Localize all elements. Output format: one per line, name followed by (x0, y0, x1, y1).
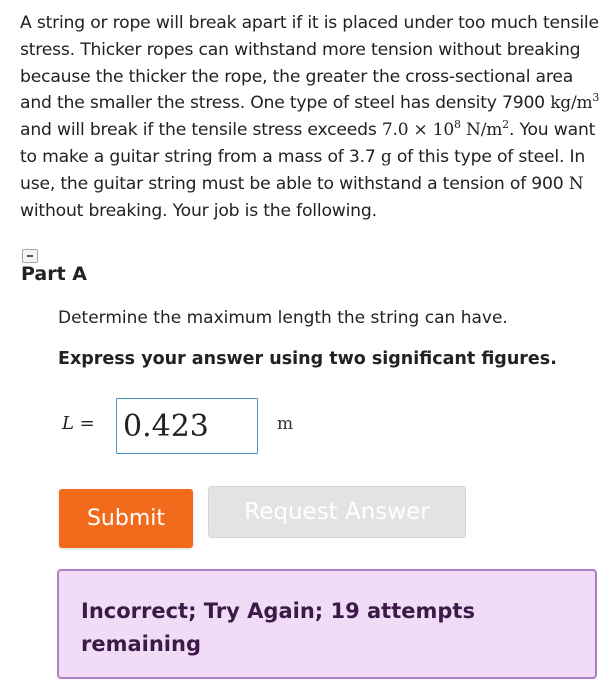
answer-unit: m (277, 414, 294, 434)
density-unit: $kg/m^3$ (550, 90, 600, 114)
stress-limit: $7.0 \times 10^8$ $N/m^2$ (381, 117, 509, 141)
submit-button[interactable]: Submit (59, 489, 193, 548)
answer-input[interactable] (116, 398, 258, 454)
answer-hint: Express your answer using two significant figures. (58, 349, 557, 369)
mass-unit: g (380, 146, 392, 167)
part-title: Part A (21, 263, 88, 285)
part-instruction: Determine the maximum length the string can have. (58, 308, 508, 328)
problem-statement (20, 10, 600, 224)
problem-text-5: without breaking. Your job is the following. (20, 200, 377, 221)
tension-unit: N (568, 173, 584, 194)
request-answer-button[interactable]: Request Answer (208, 486, 466, 538)
feedback-message: Incorrect; Try Again; 19 attempts remaining (57, 569, 597, 679)
problem-text-1: A string or rope will break apart if it is placed under too much tensile stress. Thicker ropes can withstand more tension without breaking because the thicker the rope, the greater the cross-sectional area and the smaller the stress. One type of steel has density 7900 (20, 13, 599, 114)
problem-text-2: and will break if the tensile stress exceeds (20, 120, 382, 141)
answer-variable-label: L = (62, 413, 95, 434)
collapse-icon[interactable] (22, 249, 38, 263)
problem-text-4: of this type of steel. In use, the guitar string must be able to withstand a tension of 900 (20, 146, 586, 194)
problem-text-3: . You want to make a guitar string from a mass of 3.7 (20, 120, 596, 167)
